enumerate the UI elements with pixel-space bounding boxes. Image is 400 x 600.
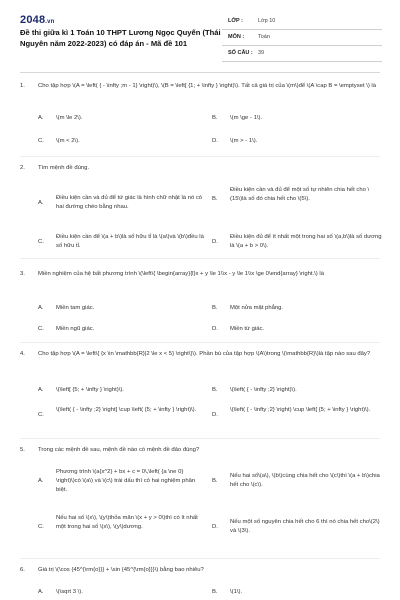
option-text: Miền ngũ giác. [56, 326, 95, 332]
option-label: A. [38, 200, 44, 206]
option-label: B. [212, 478, 218, 484]
question-number: 1. [20, 83, 25, 89]
option-text: \(m \ge - 1\). [230, 115, 263, 121]
meta-key: LỚP : [228, 18, 243, 24]
question-6 [20, 566, 384, 576]
option-label: D. [212, 138, 218, 144]
option-label: A. [38, 305, 44, 311]
option-label: B. [212, 196, 218, 202]
header-divider [20, 72, 380, 73]
option-text: Điều kiện cần để \(a + b\)là số hữu tỉ là \(a\)và \(b\)đều là số hữu tỉ. [56, 234, 204, 249]
option-text: Điều kiện đủ để ít nhất một trong hai số \(a,b\)là số dương là \(a + b > 0\). [230, 234, 382, 249]
option-label: B. [212, 589, 218, 595]
option-text: Miền tứ giác. [230, 326, 265, 332]
option-text: \(m < 2\). [56, 138, 80, 144]
option-label: C. [38, 524, 44, 530]
option-text: Điều kiện cần và đủ để một số tự nhiên chia hết cho \(15\)là số đó chia hết cho \(5\). [230, 187, 370, 202]
question-divider [20, 438, 380, 439]
exam-meta-table [222, 14, 382, 62]
option-label: D. [212, 524, 218, 530]
question-1 [20, 82, 384, 102]
option-text: Nếu hai số \(x\), \(y\)thỏa mãn \(x + y > 0\)thì có ít nhất một trong hai số \(x\), \(y\)dương. [56, 515, 198, 530]
question-stem: Giá trị \(\cos {45^{\rm{o}}} + \sin {45^{\rm{o}}}\) bằng bao nhiêu? [38, 567, 204, 573]
site-logo[interactable] [20, 14, 55, 26]
question-stem: Miền nghiệm của hệ bất phương trình \(\left\{ \begin{array}{l}x + y \le 1\\x - y \le 1\\x \ge 0\end{array} \right.\) là [38, 271, 324, 277]
option-text: \(\left[ {5; + \infty } \right)\). [56, 387, 124, 393]
option-text: Điều kiện cần và đủ để tứ giác là hình chữ nhật là nó có hai đường chéo bằng nhau. [56, 195, 203, 210]
option-text: Miền tam giác. [56, 305, 95, 311]
question-divider [20, 156, 380, 157]
meta-value: Toán [258, 34, 270, 40]
option-text: Nếu hai số\(a\), \(b\)cùng chia hết cho \(c\)thì \(a + b\)chia hết cho \(c\). [230, 473, 380, 488]
option-text: \(\left( { - \infty ;2} \right) \cup \left[ {5; + \infty } \right)\). [230, 407, 371, 413]
question-divider [20, 258, 380, 259]
option-text: \(\sqrt 3 \). [56, 589, 83, 595]
meta-row-count [222, 46, 382, 62]
meta-value: Lớp 10 [258, 18, 276, 24]
option-label: A. [38, 387, 44, 393]
option-label: A. [38, 115, 44, 121]
option-label: A. [38, 478, 44, 484]
question-number: 4. [20, 351, 25, 357]
option-text: \(m \le 2\). [56, 115, 83, 121]
option-text: Phương trình \(a{x^2} + bx + c = 0\,\left( {a \ne 0} \right)\)có \(a\) và \(c\) trái dấu thì có hai nghiệm phân biệt. [56, 469, 196, 493]
option-label: C. [38, 326, 44, 332]
option-text: \(\left( { - \infty ;2} \right] \cup \left( {5; + \infty } \right)\). [56, 407, 197, 413]
option-label: D. [212, 412, 218, 418]
meta-row-subject [222, 30, 382, 46]
question-number: 3. [20, 271, 25, 277]
option-label: D. [212, 239, 218, 245]
option-label: A. [38, 589, 44, 595]
logo-suffix: .vn [45, 19, 55, 25]
question-3 [20, 270, 384, 290]
option-label: C. [38, 138, 44, 144]
question-4 [20, 350, 384, 370]
question-stem: Tìm mệnh đề đúng. [38, 165, 90, 171]
question-number: 5. [20, 447, 25, 453]
meta-value: 39 [258, 50, 265, 56]
question-divider [20, 558, 380, 559]
question-5 [20, 446, 384, 456]
meta-row-class [222, 14, 382, 30]
option-label: C. [38, 412, 44, 418]
exam-header [0, 0, 400, 68]
question-number: 6. [20, 567, 25, 573]
option-label: B. [212, 387, 218, 393]
option-text: \(\left( { - \infty ;2} \right)\). [230, 387, 297, 393]
option-text: Nếu một số nguyên chia hết cho 6 thì nó chia hết cho\(2\) và \(3\). [230, 519, 380, 534]
option-text: Một nửa mặt phẳng. [230, 305, 284, 311]
question-stem: Trong các mệnh đề sau, mệnh đề nào có mệnh đề đảo đúng? [38, 447, 200, 453]
option-label: B. [212, 115, 218, 121]
option-text: \(m > - 1\). [230, 138, 258, 144]
option-text: \(1\). [230, 589, 243, 595]
question-stem: Cho tập hợp \(A = \left\{ {x \in \mathbb{R}|2 \le x < 5} \right\}\). Phần bù của tập hợp \(A\)trong \(\mathbb{R}\)là tập nào sau đây? [38, 351, 371, 357]
question-number: 2. [20, 165, 25, 171]
question-stem: Cho tập hợp \(A = \left( { - \infty ;m - 1} \right)\), \(B = \left[ {1; + \infty } \right)\). Tất cả giá trị của \(m\)để \(A \cap B = \emptyset \) là [38, 83, 377, 89]
option-label: B. [212, 305, 218, 311]
meta-key: MÔN : [228, 34, 245, 40]
option-label: D. [212, 326, 218, 332]
question-2 [20, 164, 384, 174]
logo-main: 2048 [20, 14, 46, 26]
question-divider [20, 342, 380, 343]
exam-title: Đề thi giữa kì 1 Toán 10 THPT Lương Ngọc Quyến (Thái Nguyên năm 2022-2023) có đáp án - Mã đề 101 [20, 28, 221, 48]
meta-key: SỐ CÂU : [228, 50, 253, 56]
option-label: C. [38, 239, 44, 245]
